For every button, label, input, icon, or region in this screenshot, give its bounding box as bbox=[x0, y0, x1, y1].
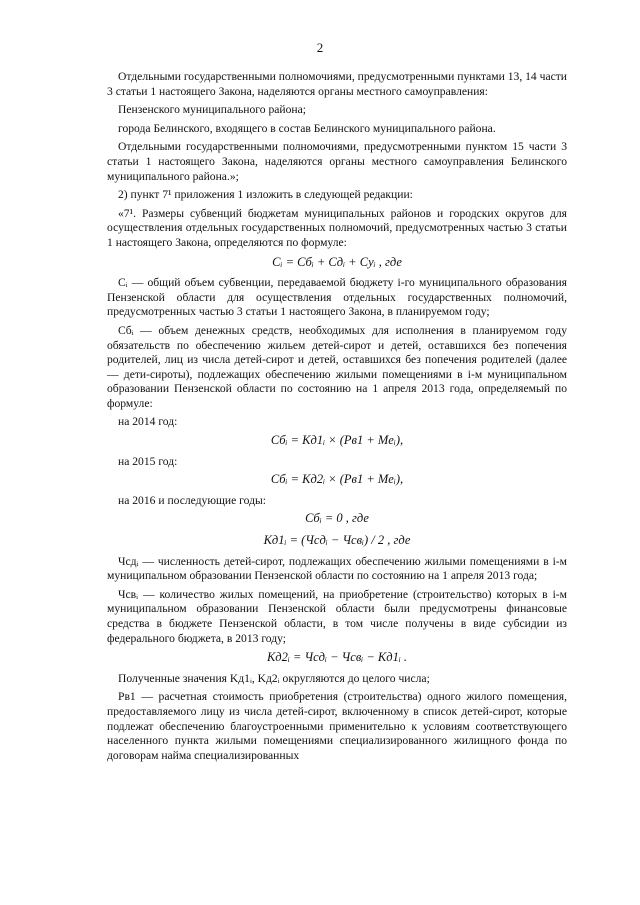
definition-chsv: Чсвᵢ — количество жилых помещений, на приобретение (строительство) которых в i-м муниципальном образовании Пензенской области были предусмотрены финансовые средства в бюджете Пензенской области, в том числе получены в виде субсидии из федерального бюджета, в 2013 году; bbox=[107, 587, 567, 645]
definition-chsd: Чсдᵢ — численность детей-сирот, подлежащих обеспечению жилыми помещениями в i-м муниципальном образовании Пензенской области по состоянию на 1 апреля 2013 года; bbox=[107, 554, 567, 583]
page-number: 2 bbox=[316, 40, 324, 55]
formula-kd2: Kд2ᵢ = Чсдᵢ − Чсвᵢ − Kд1ᵢ . bbox=[266, 650, 408, 665]
paragraph-1: Отдельными государственными полномочиями, предусмотренными пунктами 13, 14 части 3 статьи 1 настоящего Закона, наделяются органы местного самоуправления: bbox=[107, 70, 568, 98]
formula-2014: Cбᵢ = Kд1ᵢ × (Pв1 + Meᵢ), bbox=[270, 433, 404, 448]
document-body bbox=[107, 70, 567, 767]
paragraph-2: Пензенского муниципального района; bbox=[118, 103, 306, 117]
definition-rv1: Pв1 — расчетная стоимость приобретения (строительства) одного жилого помещения, предоставляемого лицу из числа детей-сирот, включенному в список детей-сирот, которые подлежат обеспечению благоустроенными применительно к условиям соответствующего населенного пункта жилыми помещениями специализированного жилищного фонда по договорам найма специализированных bbox=[107, 690, 567, 762]
paragraph-4: Отдельными государственными полномочиями, предусмотренными пунктом 15 части 3 статьи 1 настоящего Закона, наделяются органы местного самоуправления Белинского муниципального района.»; bbox=[107, 140, 567, 183]
label-2014: на 2014 год: bbox=[118, 415, 178, 429]
paragraph-6: «7¹. Размеры субвенций бюджетам муниципальных районов и городских округов для осуществления отдельных государственных полномочий, предусмотренных частью 3 статьи 1 настоящего Закона, определяются по формуле: bbox=[107, 206, 567, 249]
definition-ci: Cᵢ — общий объем субвенции, передаваемой бюджету i-го муниципального образования Пензенской области для осуществления отдельных государственных полномочий, предусмотренных частью 3 статьи 1 настоящего Закона, в планируемом году; bbox=[107, 276, 567, 319]
formula-2016: Cбᵢ = 0 , где bbox=[305, 511, 369, 526]
label-2015: на 2015 год: bbox=[118, 454, 178, 468]
paragraph-3: города Белинского, входящего в состав Белинского муниципального района. bbox=[118, 121, 496, 135]
definition-cbi: Cбᵢ — объем денежных средств, необходимых для исполнения в планируемом году обязательств по обеспечению жильем детей-сирот и детей, оставшихся без попечения родителей, лиц из числа детей-сирот и детей, оставшихся без попечения родителей (далее — дети-сироты), подлежащих обеспечению жилыми помещениями в i-м муниципальном образовании Пензенской области по состоянию на 1 апреля 2013 года, определяемый по формуле: bbox=[107, 323, 567, 410]
formula-subvention-total: Cᵢ = Cбᵢ + Cдᵢ + Cуᵢ , где bbox=[272, 254, 402, 269]
label-2016: на 2016 и последующие годы: bbox=[118, 493, 267, 507]
formula-2015: Cбᵢ = Kд2ᵢ × (Pв1 + Meᵢ), bbox=[270, 472, 404, 487]
paragraph-rounding: Полученные значения Kд1ᵢ, Kд2ᵢ округляются до целого числа; bbox=[118, 671, 430, 685]
paragraph-5: 2) пункт 7¹ приложения 1 изложить в следующей редакции: bbox=[118, 188, 413, 202]
formula-kd1: Kд1ᵢ = (Чсдᵢ − Чсвᵢ) / 2 , где bbox=[263, 533, 411, 548]
